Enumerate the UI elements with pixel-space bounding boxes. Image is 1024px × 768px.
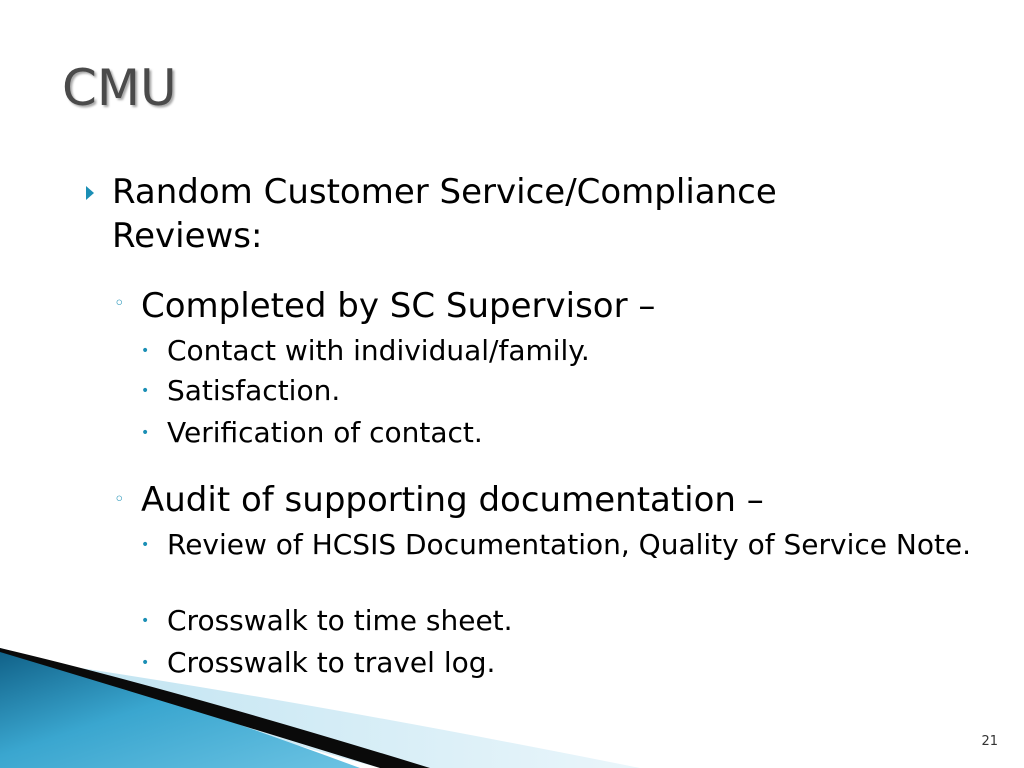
bullet-level1: Random Customer Service/Compliance Reviews: [112, 172, 777, 256]
dot-bullet-icon: • [141, 383, 150, 399]
dot-bullet-icon: • [141, 613, 150, 629]
bullet-level3: Review of HCSIS Documentation, Quality of Service Note. [167, 528, 972, 561]
bullet-level3: Verification of contact. [167, 416, 483, 449]
slide-title: CMU [62, 59, 177, 117]
bullet-level3: Crosswalk to travel log. [167, 646, 496, 679]
bullet-level2: Audit of supporting documentation – [141, 480, 764, 520]
circle-bullet-icon: ◦ [114, 489, 125, 510]
bullet-level3: Contact with individual/family. [167, 334, 590, 367]
dot-bullet-icon: • [141, 655, 150, 671]
triangle-bullet-icon [86, 186, 94, 200]
dot-bullet-icon: • [141, 425, 150, 441]
bullet-level2: Completed by SC Supervisor – [141, 286, 656, 326]
circle-bullet-icon: ◦ [114, 293, 125, 314]
dot-bullet-icon: • [141, 537, 150, 553]
page-number: 21 [981, 734, 998, 749]
bullet-level3: Satisfaction. [167, 374, 341, 407]
dot-bullet-icon: • [141, 343, 150, 359]
bullet-level3: Crosswalk to time sheet. [167, 604, 513, 637]
